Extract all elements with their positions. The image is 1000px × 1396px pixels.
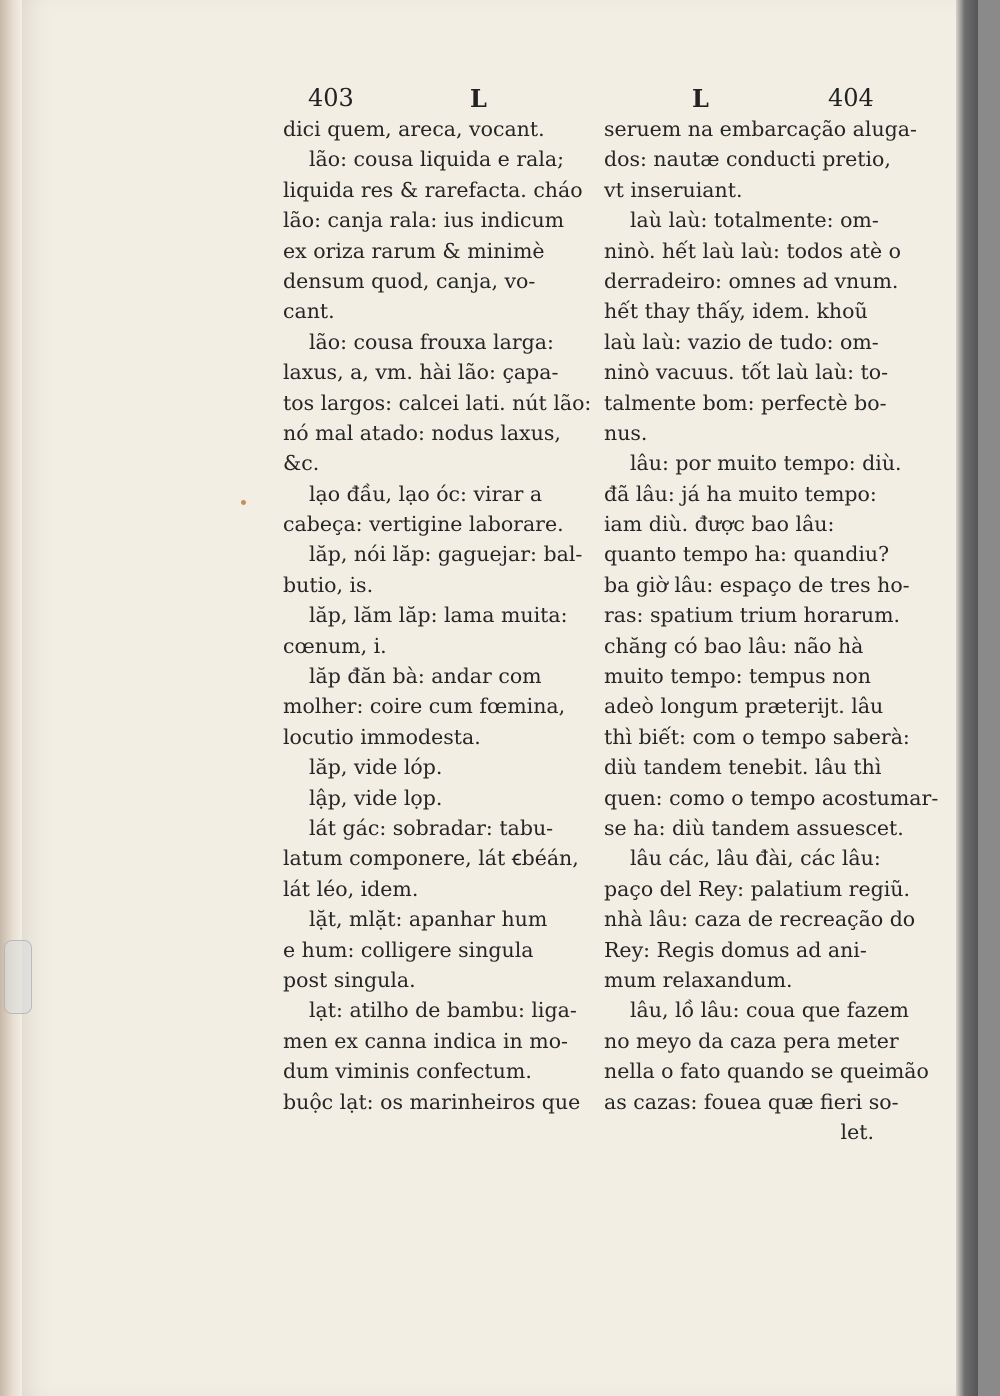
dictionary-line: nus.: [604, 420, 648, 445]
dictionary-line: liquida res & rarefacta. cháo: [283, 177, 583, 202]
dictionary-line: cant.: [283, 299, 335, 324]
dictionary-line: lâu, lồ lâu: coua que fazem: [630, 998, 909, 1023]
dictionary-line: ba giờ lâu: espaço de tres ho-: [604, 572, 910, 597]
dictionary-line: chăng có bao lâu: não hà: [604, 633, 864, 658]
dictionary-line: buộc lạt: os marinheiros que: [283, 1089, 581, 1114]
dictionary-line: mum relaxandum.: [604, 967, 793, 992]
dictionary-line: quanto tempo ha: quandiu?: [604, 542, 890, 567]
dictionary-line: e hum: colligere singula: [283, 937, 534, 962]
dictionary-line: dici quem, areca, vocant.: [283, 117, 545, 141]
dictionary-line: muito tempo: tempus non: [604, 664, 871, 689]
dictionary-line: no meyo da caza pera meter: [604, 1028, 899, 1053]
dictionary-line: &c.: [283, 451, 320, 476]
dictionary-line: lăp, vide lóp.: [309, 755, 443, 780]
dictionary-line: derradeiro: omnes ad vnum.: [604, 268, 899, 293]
thumb-tab: [4, 940, 32, 1014]
dictionary-line: lão: cousa frouxa larga:: [309, 329, 554, 354]
dictionary-line: lăp, nói lăp: gaguejar: bal-: [309, 542, 583, 567]
dictionary-line: molher: coire cum fœmina,: [283, 694, 566, 719]
page-edge-shadow: [956, 0, 978, 1396]
dictionary-line: seruem na embarcação aluga-: [604, 117, 917, 141]
dictionary-line: lăp, lăm lăp: lama muita:: [309, 603, 568, 628]
dictionary-line: lão: canja rala: ius indicum: [283, 208, 565, 233]
dictionary-line: nhà lâu: caza de recreação do: [604, 907, 916, 932]
right-column: [604, 114, 939, 1147]
dictionary-line: se ha: diù tandem assuescet.: [604, 815, 904, 840]
dictionary-line: adeò longum præterijt. lâu: [604, 694, 884, 719]
dictionary-line: paço del Rey: palatium regiũ.: [604, 876, 910, 901]
dictionary-line: lạt: atilho de bambu: liga-: [309, 998, 577, 1023]
dictionary-line: as cazas: fouea quæ fieri so-: [604, 1089, 899, 1114]
dictionary-line: Rey: Regis domus ad ani-: [604, 937, 867, 962]
dictionary-line: ex oriza rarum & minimè: [283, 238, 545, 263]
dictionary-line: lặt, mlặt: apanhar hum: [309, 907, 548, 932]
dictionary-line: dos: nautæ conducti pretio,: [604, 147, 891, 172]
dictionary-line: lạo đầu, lạo óc: virar a: [309, 481, 543, 506]
dictionary-line: diù tandem tenebit. lâu thì: [604, 755, 882, 780]
dictionary-line: ninò vacuus. tốt laù laù: to-: [604, 360, 889, 385]
dictionary-line: lâu các, lâu đài, các lâu:: [630, 846, 881, 871]
dictionary-line: quen: como o tempo acostumar-: [604, 785, 939, 810]
dictionary-line: latum componere, lát ꞓbéán,: [283, 846, 579, 871]
dictionary-line: hết thay thấy, idem. khoũ: [604, 299, 868, 324]
dictionary-line: ninò. hết laù laù: todos atè o: [604, 238, 901, 263]
dictionary-line: tos largos: calcei lati. nút lão:: [283, 390, 592, 415]
dictionary-line: đã lâu: já ha muito tempo:: [604, 481, 877, 506]
left-page-number: 403: [308, 84, 354, 112]
dictionary-line: lão: cousa liquida e rala;: [309, 147, 565, 172]
left-column: [283, 114, 592, 1117]
dictionary-line: cœnum, i.: [283, 633, 387, 658]
right-running-head: L: [692, 84, 709, 113]
dictionary-line: butio, is.: [283, 572, 374, 597]
dictionary-line: locutio immodesta.: [283, 724, 481, 749]
dictionary-line: densum quod, canja, vo-: [283, 268, 536, 293]
dictionary-line: lát léo, idem.: [283, 876, 419, 901]
dictionary-line: laxus, a, vm. hài lão: çapa-: [283, 360, 559, 385]
dictionary-line: men ex canna indica in mo-: [283, 1028, 568, 1053]
dictionary-line: laù laù: vazio de tudo: om-: [604, 329, 879, 354]
page-gutter: [0, 0, 22, 1396]
dictionary-line: laù laù: totalmente: om-: [630, 208, 879, 233]
dictionary-line: let.: [840, 1119, 874, 1144]
dictionary-line: dum viminis confectum.: [283, 1059, 532, 1084]
dictionary-line: lát gác: sobradar: tabu-: [309, 815, 554, 840]
right-page-number: 404: [828, 84, 874, 112]
ink-spot: [241, 500, 246, 505]
left-running-head: L: [470, 84, 487, 113]
dictionary-line: talmente bom: perfectè bo-: [604, 390, 887, 415]
dictionary-line: nó mal atado: nodus laxus,: [283, 420, 561, 445]
dictionary-line: cabeça: vertigine laborare.: [283, 512, 564, 537]
dictionary-line: ras: spatium trium horarum.: [604, 603, 901, 628]
dictionary-line: lập, vide lọp.: [309, 785, 443, 810]
dictionary-line: post singula.: [283, 967, 416, 992]
dictionary-line: iam diù. được bao lâu:: [604, 512, 835, 537]
dictionary-line: thì biết: com o tempo saberà:: [604, 724, 910, 749]
dictionary-line: lâu: por muito tempo: diù.: [630, 451, 902, 476]
dictionary-line: lăp đăn bà: andar com: [309, 664, 542, 689]
dictionary-line: nella o fato quando se queimão: [604, 1059, 929, 1084]
dictionary-line: vt inseruiant.: [604, 177, 743, 202]
